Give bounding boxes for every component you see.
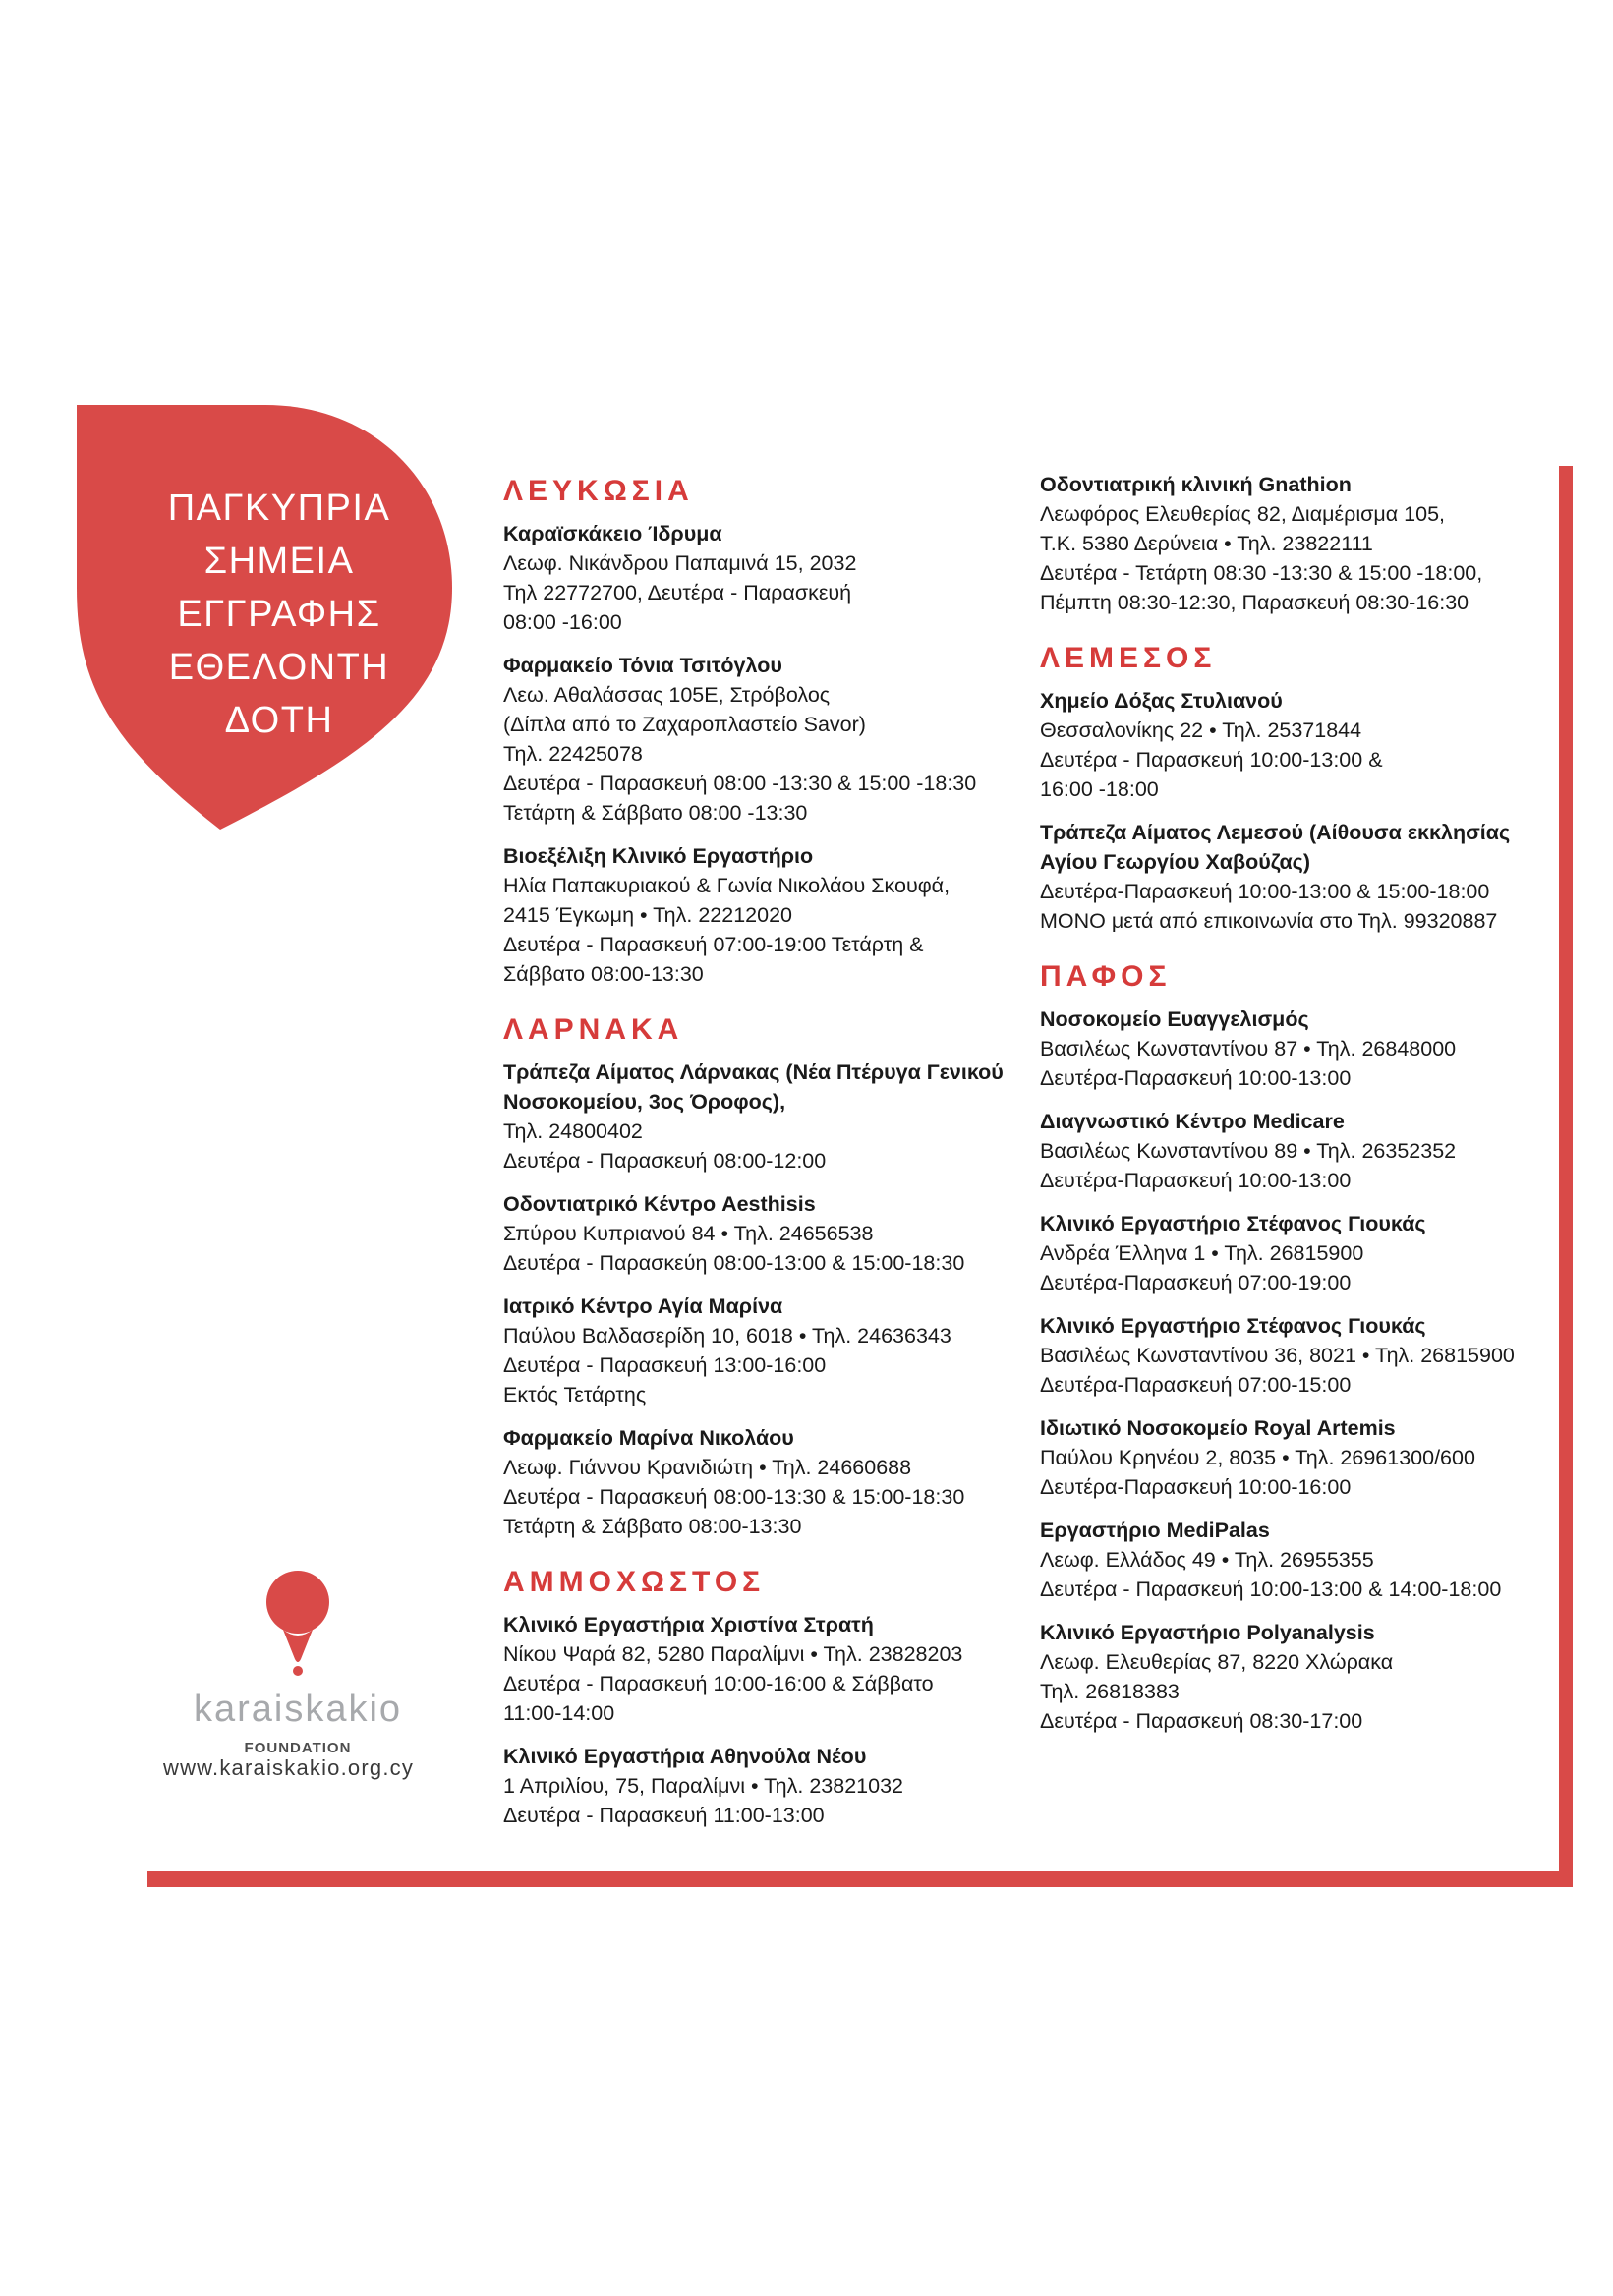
entry-name: Τράπεζα Αίματος Λεμεσού (Αίθουσα εκκλησίας Αγίου Γεωργίου Χαβούζας)	[1040, 821, 1511, 874]
entry-line: Δευτέρα - Παρασκευή 13:00-16:00	[503, 1353, 827, 1377]
entry-line: Δευτέρα-Παρασκευή 10:00-13:00 & 15:00-18:00	[1040, 880, 1490, 903]
entry-line: Τηλ. 22425078	[503, 742, 643, 766]
right-accent-bar	[1559, 466, 1573, 1887]
list-item	[1040, 1004, 1551, 1093]
entry-line: Λεωφ. Νικάνδρου Παπαμινά 15, 2032	[503, 551, 857, 575]
list-item	[503, 519, 1034, 637]
blood-drop-icon	[263, 1569, 332, 1687]
entry-line: Βασιλέως Κωνσταντίνου 87 • Τηλ. 26848000	[1040, 1037, 1457, 1061]
entry-line: Λεωφ. Γιάννου Κρανιδιώτη • Τηλ. 24660688	[503, 1456, 912, 1479]
city-heading-nicosia: ΛΕΥΚΩΣΙΑ	[503, 475, 694, 507]
entry-name: Οδοντιατρικό Κέντρο Aesthisis	[503, 1192, 816, 1216]
list-item	[503, 651, 1034, 828]
entry-line: 16:00 -18:00	[1040, 777, 1159, 801]
right-column	[1040, 470, 1551, 1750]
entry-line: Λεωφ. Ελευθερίας 87, 8220 Χλώρακα	[1040, 1650, 1394, 1674]
list-item	[1040, 686, 1551, 804]
list-item	[1040, 1413, 1551, 1502]
entry-line: Δευτέρα-Παρασκευή 10:00-16:00	[1040, 1475, 1352, 1499]
entry-line: Σάββατο 08:00-13:30	[503, 962, 704, 986]
list-item	[1040, 1209, 1551, 1297]
entry-line: Δευτέρα - Παρασκευή 11:00-13:00	[503, 1804, 825, 1827]
city-heading-famagusta: ΑΜΜΟΧΩΣΤΟΣ	[503, 1566, 766, 1598]
logo-subtitle: FOUNDATION	[244, 1740, 352, 1756]
entry-line: Λεωφ. Ελλάδος 49 • Τηλ. 26955355	[1040, 1548, 1374, 1572]
entry-line: Δευτέρα - Παρασκευή 08:00-12:00	[503, 1149, 827, 1173]
entry-line: Βασιλέως Κωνσταντίνου 89 • Τηλ. 26352352	[1040, 1139, 1457, 1163]
entry-line: Δευτέρα-Παρασκευή 07:00-19:00	[1040, 1271, 1352, 1294]
entry-line: 08:00 -16:00	[503, 610, 622, 634]
entry-name: Νοσοκομείο Ευαγγελισμός	[1040, 1007, 1309, 1031]
entry-line: Τηλ 22772700, Δευτέρα - Παρασκευή	[503, 581, 852, 604]
badge-line-2: ΣΗΜΕΙΑ ΕΓΓΡΑΦΗΣ	[177, 541, 381, 635]
entry-line: Τετάρτη & Σάββατο 08:00-13:30	[503, 1515, 802, 1538]
entry-line: Δευτέρα - Τετάρτη 08:30 -13:30 & 15:00 -18:00,	[1040, 561, 1483, 585]
city-heading-paphos: ΠΑΦΟΣ	[1040, 960, 1172, 993]
list-item	[503, 1610, 1034, 1728]
list-item	[503, 1058, 1034, 1176]
entry-line: Δευτέρα - Παρασκευή 08:00-13:30 & 15:00-18:30	[503, 1485, 965, 1509]
entry-line: Δευτέρα-Παρασκευή 07:00-15:00	[1040, 1373, 1352, 1397]
entry-line: Εκτός Τετάρτης	[503, 1383, 647, 1406]
entry-line: Δευτέρα-Παρασκευή 10:00-13:00	[1040, 1066, 1352, 1090]
bottom-accent-bar	[147, 1871, 1573, 1887]
list-item	[503, 1292, 1034, 1409]
badge-line-3: ΕΘΕΛΟΝΤΗ ΔΟΤΗ	[168, 647, 390, 741]
list-item	[503, 1423, 1034, 1541]
entry-line: Νίκου Ψαρά 82, 5280 Παραλίμνι • Τηλ. 23828203	[503, 1642, 963, 1666]
left-column	[503, 472, 1034, 1844]
entry-line: Δευτέρα - Παρασκευή 08:00 -13:30 & 15:00 -18:30	[503, 772, 977, 795]
entry-name: Τράπεζα Αίματος Λάρνακας (Νέα Πτέρυγα Γενικού Νοσοκομείου, 3ος Όροφος),	[503, 1061, 1004, 1114]
website-link[interactable]: www.karaiskakio.org.cy	[163, 1755, 415, 1780]
entry-line: (Δίπλα από το Ζαχαροπλαστείο Savor)	[503, 713, 866, 736]
entry-name: Ιατρικό Κέντρο Αγία Μαρίνα	[503, 1294, 783, 1318]
entry-line: Τηλ. 24800402	[503, 1119, 643, 1143]
entry-line: Ανδρέα Έλληνα 1 • Τηλ. 26815900	[1040, 1241, 1364, 1265]
entry-line: Τηλ. 26818383	[1040, 1680, 1180, 1703]
entry-line: Δευτέρα - Παρασκευή 08:30-17:00	[1040, 1709, 1363, 1733]
entry-line: Λεωφόρος Ελευθερίας 82, Διαμέρισμα 105,	[1040, 502, 1446, 526]
entry-line: Τ.Κ. 5380 Δερύνεια • Τηλ. 23822111	[1040, 532, 1373, 555]
list-item	[1040, 1516, 1551, 1604]
entry-name: Κλινικό Εργαστήριο Στέφανος Γιουκάς	[1040, 1314, 1426, 1338]
entry-line: ΜΟΝΟ μετά από επικοινωνία στο Τηλ. 99320887	[1040, 909, 1498, 933]
entry-name: Ιδιωτικό Νοσοκομείο Royal Artemis	[1040, 1416, 1396, 1440]
entry-line: Σπύρου Κυπριανού 84 • Τηλ. 24656538	[503, 1222, 874, 1245]
entry-name: Κλινικό Εργαστήρια Αθηνούλα Νέου	[503, 1745, 867, 1768]
list-item	[503, 1189, 1034, 1278]
entry-line: Δευτέρα-Παρασκευή 10:00-13:00	[1040, 1169, 1352, 1192]
badge-line-1: ΠΑΓΚΥΠΡΙΑ	[167, 488, 391, 529]
entry-name: Καραϊσκάκειο Ίδρυμα	[503, 522, 722, 545]
entry-line: 2415 Έγκωμη • Τηλ. 22212020	[503, 903, 792, 927]
entry-name: Βιοεξέλιξη Κλινικό Εργαστήριο	[503, 844, 814, 868]
entry-line: Δευτέρα - Παρασκευή 10:00-13:00 & 14:00-18:00	[1040, 1578, 1502, 1601]
entry-line: Δευτέρα - Παρασκευή 10:00-16:00 & Σάββατο	[503, 1672, 934, 1695]
entry-name: Διαγνωστικό Κέντρο Medicare	[1040, 1110, 1345, 1133]
entry-name: Κλινικό Εργαστήρια Χριστίνα Στρατή	[503, 1613, 874, 1636]
entry-line: Τετάρτη & Σάββατο 08:00 -13:30	[503, 801, 808, 825]
entry-name: Χημείο Δόξας Στυλιανού	[1040, 689, 1283, 713]
entry-line: Παύλου Κρηνέου 2, 8035 • Τηλ. 26961300/600	[1040, 1446, 1475, 1469]
entry-line: Θεσσαλονίκης 22 • Τηλ. 25371844	[1040, 718, 1362, 742]
city-heading-limassol: ΛΕΜΕΣΟΣ	[1040, 642, 1217, 674]
list-item	[1040, 1107, 1551, 1195]
entry-line: Δευτέρα - Παρασκευή 07:00-19:00 Τετάρτη &	[503, 933, 924, 956]
entry-name: Φαρμακείο Μαρίνα Νικολάου	[503, 1426, 794, 1450]
badge-title	[112, 482, 446, 747]
entry-name: Οδοντιατρική κλινική Gnathion	[1040, 473, 1352, 496]
list-item	[1040, 470, 1551, 617]
entry-name: Κλινικό Εργαστήριο Στέφανος Γιουκάς	[1040, 1212, 1426, 1235]
entry-name: Φαρμακείο Τόνια Τσιτόγλου	[503, 654, 782, 677]
list-item	[1040, 1618, 1551, 1736]
entry-name: Κλινικό Εργαστήριο Polyanalysis	[1040, 1621, 1375, 1644]
entry-line: Πέμπτη 08:30-12:30, Παρασκευή 08:30-16:30	[1040, 591, 1469, 614]
list-item	[1040, 818, 1551, 936]
entry-line: 1 Απριλίου, 75, Παραλίμνι • Τηλ. 23821032	[503, 1774, 903, 1798]
city-heading-larnaca: ΛΑΡΝΑΚΑ	[503, 1013, 684, 1046]
list-item	[503, 1742, 1034, 1830]
entry-line: Βασιλέως Κωνσταντίνου 36, 8021 • Τηλ. 26815900	[1040, 1344, 1515, 1367]
entry-line: Λεω. Αθαλάσσας 105Ε, Στρόβολος	[503, 683, 831, 707]
entry-line: Δευτέρα - Παρασκεύη 08:00-13:00 & 15:00-18:30	[503, 1251, 965, 1275]
entry-line: 11:00-14:00	[503, 1701, 615, 1725]
entry-line: Παύλου Βαλδασερίδη 10, 6018 • Τηλ. 24636343	[503, 1324, 951, 1348]
title-badge	[73, 401, 454, 833]
list-item	[503, 841, 1034, 989]
entry-line: Ηλία Παπακυριακού & Γωνία Νικολάου Σκουφά,	[503, 874, 951, 897]
logo-name: karaiskakio	[193, 1689, 403, 1730]
entry-name: Εργαστήριο MediPalas	[1040, 1519, 1270, 1542]
entry-line: Δευτέρα - Παρασκευή 10:00-13:00 &	[1040, 748, 1383, 772]
list-item	[1040, 1311, 1551, 1400]
